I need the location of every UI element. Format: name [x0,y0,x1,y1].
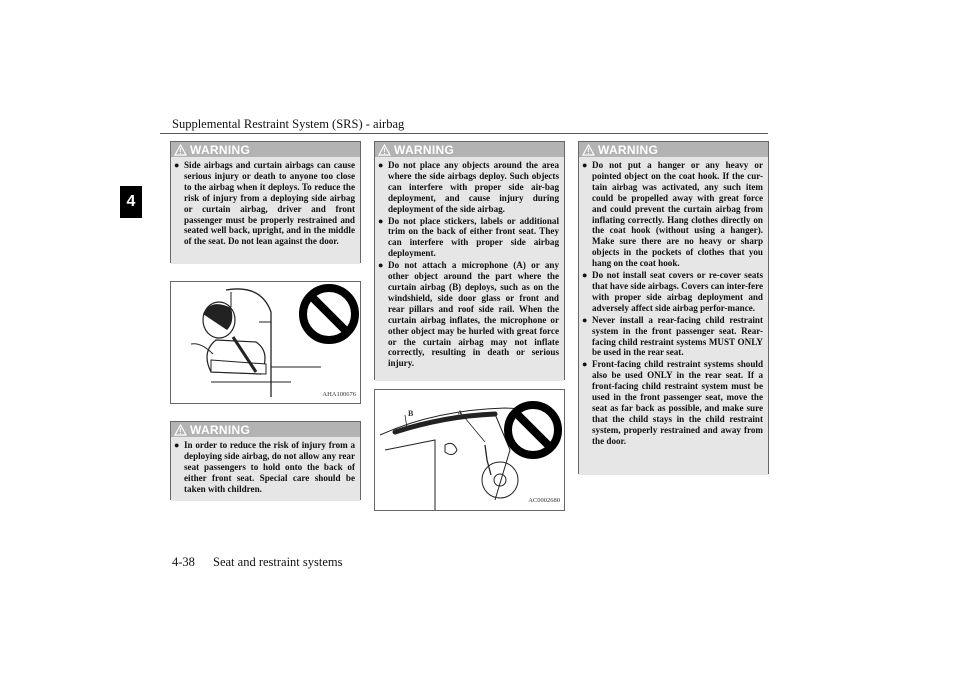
bullet-icon: ● [582,359,588,370]
warning-item: ● Do not put a hanger or any heavy or pointed object on the coat hook. If the cur-tain airbag was activated, any such item could be propelled away with great force and could prevent the curtain airbag from inflating correctly. Hang clothes directly on the coat hook (without using a hanger). Make sure there are no heavy or sharp objects in the pockets of clothes that you hang on the coat hook. [582,160,763,269]
warning-triangle-icon [582,144,595,156]
label-b: B [408,409,414,418]
bullet-icon: ● [378,160,384,170]
warning-item: ● Never install a rear-facing child restraint system in the front passenger seat. Rear-facing child restraint systems MUST ONLY be used in the rear seat. [582,314,763,358]
bullet-icon: ● [174,160,180,170]
bullet-icon: ● [582,314,588,325]
warning-item: ● In order to reduce the risk of injury from a deploying side airbag, do not allow any rear seat passengers to hold onto the back of either front seat. Special care should be taken with children. [174,440,355,494]
header-rule [160,133,768,134]
warning-body [171,157,360,264]
section-title: Seat and restraint systems [213,555,343,569]
warning-header [171,142,360,157]
bullet-icon: ● [582,270,588,281]
warning-label: WARNING [598,142,659,157]
warning-triangle-icon [174,424,187,436]
warning-box-coat-hook-child-restraint [578,141,769,474]
warning-item: ● Front-facing child restraint systems should also be used ONLY in the rear seat. If a front-facing child restraint system must be used in the front passenger seat, move the seat as far back as possible, and make sure that the child stays in the child restraint system, properly restrained and away from the door. [582,359,763,446]
warning-item: ● Do not attach a microphone (A) or any other object around the part where the curtain airbag (B) deploys, such as on the windshield, side door glass or front and rear pillars and roof side rail. When the curtain airbag inflates, the microphone or other object may be hurled with great force or the curtain airbag may not inflate correctly, resulting in death or serious injury. [378,260,559,369]
warning-label: WARNING [190,142,251,157]
warning-body [171,437,360,501]
warning-item: ● Do not install seat covers or re-cover seats that have side airbags. Covers can inter-fere with proper side airbag deployment and adversely affect side airbag perfor-mance. [582,270,763,313]
warning-body [579,157,768,475]
warning-item: ● Do not place any objects around the area where the side airbags deploy. Such objects can interfere with proper side air-bag deployment, and cause injury during deployment of the side airbag. [378,160,559,214]
warning-box-side-airbags [170,141,361,263]
warning-header [579,142,768,157]
chapter-tab: 4 [120,186,142,218]
warning-box-rear-passengers [170,421,361,500]
warning-triangle-icon [174,144,187,156]
leaning-occupant-illustration [171,282,360,403]
warning-item: ● Side airbags and curtain airbags can cause serious injury or death to anyone too close to the airbag when it deploys. To reduce the risk of injury from a deploying side airbag or curtain airbag, driver and front passenger must be properly restrained and seated well back, upright, and in the middle of the seat. Do not lean against the door. [174,160,355,247]
bullet-icon: ● [174,440,180,450]
figure-code: AHA100676 [322,391,356,398]
warning-header [171,422,360,437]
warning-label: WARNING [394,142,455,157]
warning-triangle-icon [378,144,391,156]
warning-label: WARNING [190,422,251,437]
label-a: A [457,409,463,418]
warning-item: ● Do not place stickers, labels or additional trim on the back of either front seat. They can interfere with proper side airbag deployment. [378,215,559,259]
warning-header [375,142,564,157]
curtain-airbag-illustration [375,390,564,510]
bullet-icon: ● [378,260,384,271]
page-number: 4-38 [172,555,195,569]
illustration-curtain-airbag [374,389,565,511]
illustration-leaning-occupant [170,281,361,404]
figure-code: AC0002680 [528,497,560,504]
page-header-title: Supplemental Restraint System (SRS) - airbag [172,117,405,131]
bullet-icon: ● [582,160,588,170]
bullet-icon: ● [378,215,384,226]
warning-box-objects-stickers-microphone [374,141,565,380]
warning-body [375,157,564,381]
